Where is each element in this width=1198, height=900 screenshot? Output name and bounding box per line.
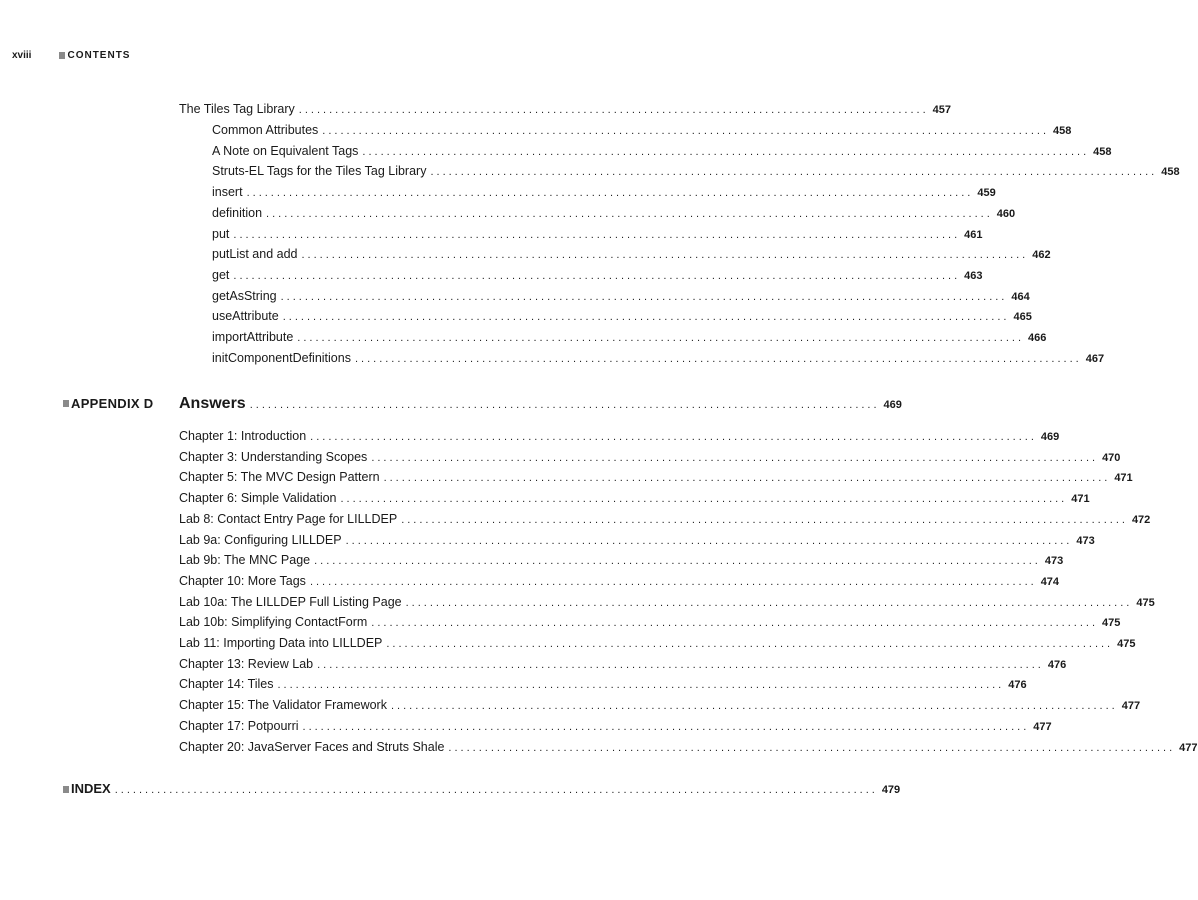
toc-entry-page: 475 [1102, 617, 1121, 630]
toc-entry[interactable] [179, 718, 1052, 735]
toc-entry[interactable] [179, 532, 1095, 549]
toc-entry[interactable] [212, 205, 1016, 222]
dot-leader: ........................................................................................................................ [401, 513, 1128, 526]
dot-leader: ........................................................................................................................ [371, 451, 1099, 464]
toc-entry[interactable] [212, 329, 1047, 346]
toc-entry[interactable] [179, 428, 1060, 445]
toc-entry-page: 458 [1093, 145, 1112, 158]
dot-leader: ........................................................................................................................ [277, 679, 1005, 692]
toc-entry-page: 458 [1161, 166, 1180, 179]
toc-entry-label: Chapter 1: Introduction [179, 429, 307, 443]
toc-entry-page: 471 [1114, 472, 1133, 485]
dot-leader: ........................................................................................................................ [322, 125, 1050, 137]
toc-entry-label: putList and add [212, 247, 298, 262]
toc-entry-page: 459 [977, 187, 996, 200]
toc-entry-page: 465 [1013, 311, 1032, 324]
toc-entry[interactable] [212, 143, 1112, 160]
toc-entry[interactable] [212, 184, 996, 201]
toc-entry-page: 473 [1044, 555, 1064, 568]
toc-entry-page: 477 [1033, 720, 1052, 733]
toc-entry-page: 473 [1076, 534, 1095, 547]
page-number: xviii [12, 50, 32, 61]
dot-leader: ........................................................................................................ [298, 104, 929, 116]
dot-leader: .............................................................................................................................. [114, 783, 878, 796]
section-title: CONTENTS [67, 50, 131, 61]
toc-entry-label: get [212, 267, 230, 282]
toc-entry[interactable] [179, 490, 1090, 507]
toc-entry-index[interactable] [63, 781, 901, 798]
toc-entry[interactable] [179, 635, 1136, 652]
toc-entry-label: Lab 8: Contact Entry Page for LILLDEP [179, 511, 398, 526]
toc-entry-page: 458 [1053, 125, 1072, 137]
toc-entry-page: 469 [883, 399, 902, 411]
dot-leader: ........................................................................................................................ [310, 431, 1037, 443]
square-bullet-icon [59, 52, 65, 59]
toc-entry-page: 470 [1102, 451, 1121, 464]
toc-entry[interactable] [212, 226, 983, 243]
dot-leader: ........................................................................................................................ [383, 472, 1111, 485]
toc-entry[interactable] [179, 511, 1151, 528]
toc-entry[interactable] [212, 308, 1032, 325]
toc-entry-page: 474 [1040, 575, 1060, 588]
toc-entry[interactable] [212, 350, 1105, 367]
toc-entry[interactable] [179, 739, 1198, 756]
dot-leader: ........................................................................................................................ [297, 332, 1025, 344]
dot-leader: ........................................................................................................................ [314, 555, 1041, 568]
dot-leader: ........................................................................................................................ [280, 290, 1008, 303]
dot-leader: ........................................................................................................................ [246, 187, 974, 200]
dot-leader: ........................................................................................................................ [302, 720, 1030, 733]
toc-entry-label: Chapter 17: Potpourri [179, 718, 299, 733]
toc-entry-page: 471 [1071, 493, 1090, 506]
dot-leader: ........................................................................................................................ [430, 166, 1158, 179]
toc-entry-label: Lab 9b: The MNC Page [179, 553, 311, 568]
toc-entry-label: Chapter 10: More Tags [179, 573, 306, 588]
toc-entry-page: 476 [1047, 658, 1067, 671]
toc-entry-tiles-tag-library[interactable] [179, 101, 951, 118]
toc-entry[interactable] [212, 288, 1030, 305]
toc-entry-page: 469 [1040, 431, 1060, 443]
toc-entry-label: A Note on Equivalent Tags [212, 143, 359, 158]
toc-entry-page: 457 [932, 104, 951, 116]
toc-entry-appendix-d[interactable] [179, 395, 902, 413]
toc-entry-label: Chapter 15: The Validator Framework [179, 698, 387, 713]
running-head [12, 50, 130, 61]
toc-entry-label: Lab 11: Importing Data into LILLDEP [179, 636, 383, 650]
toc-entry-label: importAttribute [212, 330, 294, 344]
toc-entry-label: Chapter 20: JavaServer Faces and Struts Shale [179, 739, 445, 754]
toc-entry-page: 477 [1179, 741, 1198, 754]
toc-entry-label: Common Attributes [212, 123, 319, 137]
toc-entry-label: Chapter 5: The MVC Design Pattern [179, 470, 380, 485]
dot-leader: ........................................................................................................................ [362, 145, 1090, 158]
toc-entry[interactable] [179, 614, 1121, 631]
dot-leader: ........................................................................................................................ [340, 493, 1068, 506]
square-bullet-icon [63, 786, 69, 793]
dot-leader: ........................................................................................................................ [282, 311, 1010, 324]
toc-entry[interactable] [179, 573, 1060, 590]
toc-entry-page: 461 [964, 228, 983, 241]
toc-entry[interactable] [179, 469, 1133, 486]
dot-leader: ........................................................................................................................ [345, 534, 1073, 547]
toc-entry[interactable] [179, 594, 1155, 611]
dot-leader: ........................................................................................................................ [371, 617, 1099, 630]
dot-leader: ........................................................................................................................ [309, 575, 1037, 588]
toc-entry-label: insert [212, 185, 243, 200]
dot-leader: ........................................................................................................................ [233, 269, 961, 282]
toc-entry-page: 479 [881, 783, 901, 796]
toc-entry-page: 463 [964, 269, 983, 282]
toc-entry-label: The Tiles Tag Library [179, 102, 295, 116]
toc-entry-page: 460 [996, 207, 1016, 220]
toc-entry[interactable] [212, 122, 1072, 139]
toc-entry-label: initComponentDefinitions [212, 350, 351, 365]
dot-leader: ........................................................................................................................ [390, 700, 1118, 713]
toc-entry-page: 475 [1117, 638, 1136, 650]
toc-entry-page: 475 [1136, 596, 1155, 609]
dot-leader: ........................................................................................................................ [266, 207, 993, 220]
toc-entry-page: 467 [1085, 352, 1105, 365]
dot-leader: ........................................................................................................................ [386, 638, 1114, 650]
dot-leader: ........................................................................................................................ [448, 741, 1176, 754]
dot-leader: ........................................................................................................................ [405, 596, 1133, 609]
toc-entry-label: Lab 9a: Configuring LILLDEP [179, 532, 342, 547]
toc-entry[interactable] [212, 267, 983, 284]
toc-entry-page: 462 [1032, 249, 1051, 262]
toc-entry-label: Chapter 6: Simple Validation [179, 491, 337, 506]
toc-entry[interactable] [179, 449, 1121, 466]
toc-entry[interactable] [179, 697, 1141, 714]
dot-leader: ........................................................................................................................ [317, 658, 1044, 671]
dot-leader: ........................................................................................................................ [354, 352, 1082, 365]
toc-entry-label: Chapter 3: Understanding Scopes [179, 449, 368, 464]
toc-entry-label: Lab 10a: The LILLDEP Full Listing Page [179, 594, 402, 609]
dot-leader: ........................................................................................................................ [233, 228, 961, 241]
toc-entry[interactable] [179, 676, 1027, 693]
toc-entry-label: put [212, 226, 230, 241]
toc-entry-label: Chapter 13: Review Lab [179, 656, 314, 671]
toc-entry-label: getAsString [212, 288, 277, 303]
toc-entry-label: Lab 10b: Simplifying ContactForm [179, 615, 368, 630]
toc-entry[interactable] [212, 163, 1180, 180]
toc-entry-page: 476 [1008, 679, 1027, 692]
toc-entry-page: 472 [1131, 513, 1151, 526]
toc-entry[interactable] [212, 246, 1051, 263]
toc-entry-page: 464 [1011, 290, 1030, 303]
index-label: INDEX [63, 781, 115, 797]
toc-entry-label: Struts-EL Tags for the Tiles Tag Library [212, 164, 427, 179]
appendix-title: Answers [179, 395, 246, 412]
toc-entry-label: Chapter 14: Tiles [179, 677, 274, 692]
toc-entry-page: 477 [1121, 700, 1141, 713]
square-bullet-icon [63, 400, 69, 407]
appendix-label: APPENDIX D [63, 396, 153, 411]
toc-entry[interactable] [179, 656, 1067, 673]
toc-entry[interactable] [179, 552, 1064, 569]
toc-entry-page: 466 [1028, 332, 1047, 344]
toc-entry-label: useAttribute [212, 309, 279, 324]
dot-leader: ........................................................................................................ [249, 399, 880, 411]
dot-leader: ........................................................................................................................ [301, 249, 1029, 262]
toc-entry-label: definition [212, 205, 263, 220]
